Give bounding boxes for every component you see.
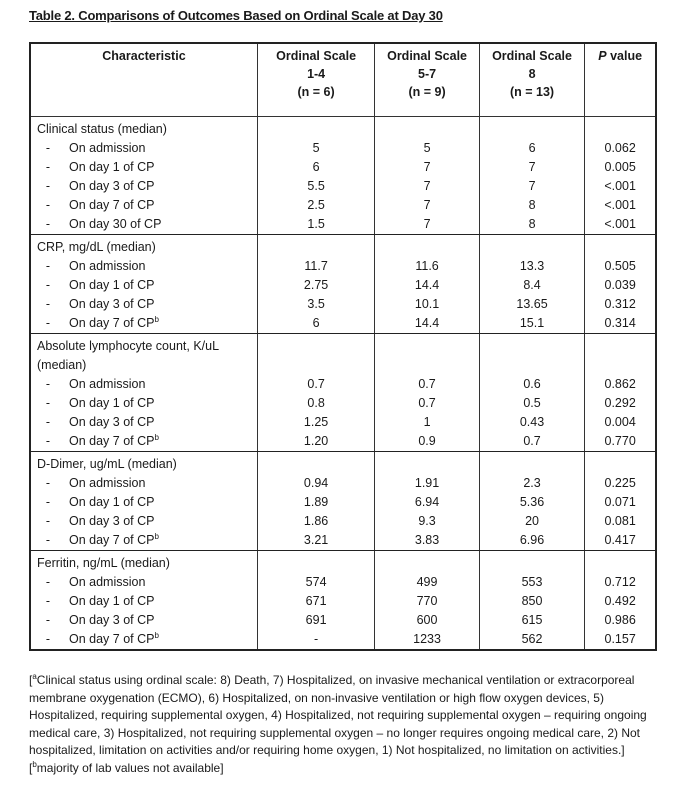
- value-ordinal-8: 15.1: [479, 314, 584, 334]
- row-label-cell: [30, 139, 257, 158]
- row-label-text: On day 7 of CP: [69, 533, 155, 547]
- bullet-dash: -: [45, 141, 51, 155]
- value-ordinal-1-4: -: [257, 630, 374, 650]
- group-header-row: [30, 117, 656, 140]
- row-label-cell: [30, 375, 257, 394]
- row-label-cell: [30, 177, 257, 196]
- bullet-dash: -: [45, 613, 51, 627]
- row-label: [61, 177, 154, 196]
- bullet-dash: -: [45, 316, 51, 330]
- header-p-italic: P: [598, 49, 607, 63]
- row-label-cell: [30, 611, 257, 630]
- value-ordinal-1-4: 0.94: [257, 474, 374, 493]
- bullet-dash: -: [45, 632, 51, 646]
- empty-cell: [479, 235, 584, 258]
- header-line: (n = 13): [509, 85, 555, 99]
- group-label: Clinical status (median): [30, 117, 257, 140]
- value-ordinal-8: 13.3: [479, 257, 584, 276]
- value-ordinal-5-7: 499: [375, 573, 480, 592]
- row-label: [61, 573, 145, 592]
- table-row: [30, 531, 656, 551]
- empty-cell: [375, 452, 480, 475]
- row-label-cell: [30, 592, 257, 611]
- table-row: [30, 177, 656, 196]
- row-label-text: On day 3 of CP: [69, 297, 155, 311]
- empty-cell: [585, 452, 656, 475]
- header-characteristic: [30, 43, 257, 117]
- empty-cell: [585, 117, 656, 140]
- header-line: 8: [528, 67, 536, 81]
- value-ordinal-5-7: 770: [375, 592, 480, 611]
- table-row: [30, 276, 656, 295]
- p-value: 0.986: [585, 611, 656, 630]
- row-label-text: On day 3 of CP: [69, 514, 155, 528]
- bullet-dash: -: [45, 297, 51, 311]
- row-label-cell: [30, 394, 257, 413]
- group-label: Absolute lymphocyte count, K/uL (median): [30, 334, 257, 376]
- table-row: [30, 196, 656, 215]
- row-label: [61, 139, 145, 158]
- value-ordinal-8: 5.36: [479, 493, 584, 512]
- row-label-cell: [30, 196, 257, 215]
- empty-cell: [375, 551, 480, 574]
- value-ordinal-8: 0.7: [479, 432, 584, 452]
- row-label-cell: [30, 257, 257, 276]
- row-label-cell: [30, 432, 257, 452]
- value-ordinal-8: 553: [479, 573, 584, 592]
- p-value: 0.039: [585, 276, 656, 295]
- bullet-dash: -: [45, 396, 51, 410]
- value-ordinal-1-4: 5.5: [257, 177, 374, 196]
- header-line: 1-4: [307, 67, 326, 81]
- row-label-text: On admission: [69, 377, 146, 391]
- value-ordinal-1-4: 574: [257, 573, 374, 592]
- row-label: [61, 432, 159, 451]
- row-label: [61, 314, 159, 333]
- header-line: Ordinal Scale: [276, 49, 357, 63]
- empty-cell: [479, 551, 584, 574]
- row-label-cell: [30, 158, 257, 177]
- empty-cell: [585, 235, 656, 258]
- row-label: [61, 276, 154, 295]
- bullet-dash: -: [45, 495, 51, 509]
- empty-cell: [257, 117, 374, 140]
- p-value: 0.314: [585, 314, 656, 334]
- row-label-text: On day 1 of CP: [69, 396, 155, 410]
- row-label: [61, 474, 145, 493]
- row-label: [61, 196, 154, 215]
- bullet-dash: -: [45, 278, 51, 292]
- row-label-cell: [30, 295, 257, 314]
- header-line: Ordinal Scale: [492, 49, 572, 63]
- footnote-a: [29, 672, 669, 760]
- empty-cell: [479, 117, 584, 140]
- header-line: (n = 9): [408, 85, 446, 99]
- value-ordinal-1-4: 1.89: [257, 493, 374, 512]
- empty-cell: [375, 235, 480, 258]
- p-value: 0.417: [585, 531, 656, 551]
- footnote-a-text: Clinical status using ordinal scale: 8) Death, 7) Hospitalized, on invasive mechanical ventilation or extracorporeal membrane oxygenation (ECMO), 6) Hospitalized, on non-invasive ventilation or high flow oxygen devices, 5) Hospitalized, requiring supplemental oxygen, 4) Hospitalized, not requiring supplemental oxygen – requiring ongoing medical care, 3) Hospitalized, not requiring supplemental oxygen – no longer requires ongoing medical care, 2) Not hospitalized, limitation on activities and/or requiring home oxygen, 1) Not hospitalized, no limitation on activities.]: [29, 673, 647, 757]
- table-row: [30, 474, 656, 493]
- footnote-b-mark: b: [32, 759, 37, 769]
- row-label-cell: [30, 512, 257, 531]
- row-label-cell: [30, 573, 257, 592]
- table-row: [30, 295, 656, 314]
- table-row: [30, 158, 656, 177]
- p-value: 0.862: [585, 375, 656, 394]
- p-value: 0.225: [585, 474, 656, 493]
- row-label-cell: [30, 474, 257, 493]
- value-ordinal-8: 0.6: [479, 375, 584, 394]
- value-ordinal-1-4: 1.5: [257, 215, 374, 235]
- value-ordinal-1-4: 1.86: [257, 512, 374, 531]
- group-header-row: [30, 551, 656, 574]
- bullet-dash: -: [45, 415, 51, 429]
- table-row: [30, 413, 656, 432]
- value-ordinal-8: 0.43: [479, 413, 584, 432]
- group-label: Ferritin, ng/mL (median): [30, 551, 257, 574]
- header-row: [30, 43, 656, 117]
- row-label-text: On day 7 of CP: [69, 198, 155, 212]
- row-label-text: On day 3 of CP: [69, 179, 155, 193]
- footnote-mark: b: [154, 532, 159, 541]
- value-ordinal-5-7: 14.4: [375, 314, 480, 334]
- footnote-b: [29, 760, 669, 778]
- row-label: [61, 592, 154, 611]
- row-label-text: On admission: [69, 141, 146, 155]
- bullet-dash: -: [45, 533, 51, 547]
- row-label-text: On admission: [69, 575, 146, 589]
- row-label: [61, 630, 159, 649]
- value-ordinal-5-7: 3.83: [375, 531, 480, 551]
- value-ordinal-8: 7: [479, 158, 584, 177]
- p-value: <.001: [585, 215, 656, 235]
- empty-cell: [479, 452, 584, 475]
- row-label: [61, 295, 154, 314]
- row-label: [61, 375, 145, 394]
- value-ordinal-5-7: 14.4: [375, 276, 480, 295]
- row-label-text: On admission: [69, 476, 146, 490]
- row-label: [61, 493, 154, 512]
- header-p-value: [585, 43, 656, 117]
- table-row: [30, 257, 656, 276]
- empty-cell: [257, 452, 374, 475]
- bullet-dash: -: [45, 476, 51, 490]
- empty-cell: [479, 334, 584, 376]
- table-row: [30, 592, 656, 611]
- table-row: [30, 573, 656, 592]
- value-ordinal-8: 7: [479, 177, 584, 196]
- bullet-dash: -: [45, 434, 51, 448]
- table-row: [30, 375, 656, 394]
- p-value: 0.157: [585, 630, 656, 650]
- value-ordinal-5-7: 0.9: [375, 432, 480, 452]
- footnote-mark: b: [154, 433, 159, 442]
- header-ordinal-8: [479, 43, 584, 117]
- bullet-dash: -: [45, 594, 51, 608]
- footnote-b-text: majority of lab values not available]: [36, 760, 224, 775]
- row-label: [61, 531, 159, 550]
- value-ordinal-8: 6: [479, 139, 584, 158]
- empty-cell: [375, 334, 480, 376]
- outcomes-table: [29, 42, 657, 651]
- p-value: 0.312: [585, 295, 656, 314]
- table-row: [30, 215, 656, 235]
- value-ordinal-8: 8: [479, 215, 584, 235]
- empty-cell: [585, 334, 656, 376]
- p-value: 0.004: [585, 413, 656, 432]
- row-label-text: On day 1 of CP: [69, 160, 155, 174]
- value-ordinal-1-4: 1.25: [257, 413, 374, 432]
- value-ordinal-5-7: 11.6: [375, 257, 480, 276]
- footnote-mark: b: [154, 631, 159, 640]
- bracket: [: [29, 760, 33, 775]
- bullet-dash: -: [45, 198, 51, 212]
- value-ordinal-8: 850: [479, 592, 584, 611]
- p-value: 0.081: [585, 512, 656, 531]
- value-ordinal-5-7: 5: [375, 139, 480, 158]
- value-ordinal-8: 20: [479, 512, 584, 531]
- row-label-text: On day 7 of CP: [69, 632, 155, 646]
- row-label-text: On day 7 of CP: [69, 434, 155, 448]
- bullet-dash: -: [45, 377, 51, 391]
- header-p-rest: value: [606, 49, 643, 63]
- value-ordinal-1-4: 6: [257, 158, 374, 177]
- bullet-dash: -: [45, 179, 51, 193]
- row-label-cell: [30, 630, 257, 650]
- value-ordinal-5-7: 10.1: [375, 295, 480, 314]
- value-ordinal-1-4: 671: [257, 592, 374, 611]
- value-ordinal-5-7: 0.7: [375, 375, 480, 394]
- table-row: [30, 493, 656, 512]
- empty-cell: [585, 551, 656, 574]
- value-ordinal-5-7: 9.3: [375, 512, 480, 531]
- row-label-cell: [30, 314, 257, 334]
- value-ordinal-1-4: 691: [257, 611, 374, 630]
- row-label: [61, 611, 154, 630]
- row-label: [61, 158, 154, 177]
- bullet-dash: -: [45, 259, 51, 273]
- empty-cell: [257, 551, 374, 574]
- value-ordinal-8: 13.65: [479, 295, 584, 314]
- value-ordinal-8: 562: [479, 630, 584, 650]
- header-ordinal-5-7: [375, 43, 480, 117]
- value-ordinal-8: 8.4: [479, 276, 584, 295]
- row-label-text: On day 3 of CP: [69, 415, 155, 429]
- footnotes: [29, 672, 669, 777]
- table-row: [30, 611, 656, 630]
- table-row: [30, 139, 656, 158]
- value-ordinal-5-7: 1: [375, 413, 480, 432]
- value-ordinal-1-4: 2.5: [257, 196, 374, 215]
- value-ordinal-1-4: 11.7: [257, 257, 374, 276]
- bullet-dash: -: [45, 160, 51, 174]
- bullet-dash: -: [45, 514, 51, 528]
- row-label: [61, 413, 154, 432]
- row-label-text: On day 30 of CP: [69, 217, 162, 231]
- row-label-cell: [30, 215, 257, 235]
- footnote-mark: b: [154, 315, 159, 324]
- table-row: [30, 314, 656, 334]
- bullet-dash: -: [45, 575, 51, 589]
- p-value: 0.505: [585, 257, 656, 276]
- value-ordinal-5-7: 7: [375, 196, 480, 215]
- value-ordinal-8: 8: [479, 196, 584, 215]
- value-ordinal-5-7: 7: [375, 158, 480, 177]
- row-label-cell: [30, 276, 257, 295]
- header-ordinal-1-4: [257, 43, 374, 117]
- row-label: [61, 215, 161, 234]
- row-label-text: On day 1 of CP: [69, 594, 155, 608]
- value-ordinal-5-7: 1233: [375, 630, 480, 650]
- value-ordinal-5-7: 7: [375, 177, 480, 196]
- row-label-text: On day 3 of CP: [69, 613, 155, 627]
- value-ordinal-1-4: 6: [257, 314, 374, 334]
- bullet-dash: -: [45, 217, 51, 231]
- p-value: 0.062: [585, 139, 656, 158]
- value-ordinal-1-4: 0.8: [257, 394, 374, 413]
- p-value: 0.770: [585, 432, 656, 452]
- empty-cell: [375, 117, 480, 140]
- p-value: 0.292: [585, 394, 656, 413]
- row-label: [61, 394, 154, 413]
- value-ordinal-1-4: 3.21: [257, 531, 374, 551]
- header-line: (n = 6): [297, 85, 335, 99]
- row-label-text: On day 1 of CP: [69, 278, 155, 292]
- empty-cell: [257, 334, 374, 376]
- group-header-row: [30, 452, 656, 475]
- group-label: D-Dimer, ug/mL (median): [30, 452, 257, 475]
- value-ordinal-5-7: 600: [375, 611, 480, 630]
- value-ordinal-1-4: 1.20: [257, 432, 374, 452]
- value-ordinal-8: 6.96: [479, 531, 584, 551]
- empty-cell: [257, 235, 374, 258]
- table-body: [30, 117, 656, 651]
- value-ordinal-5-7: 6.94: [375, 493, 480, 512]
- footnote-a-mark: a: [32, 672, 37, 681]
- row-label-cell: [30, 493, 257, 512]
- row-label: [61, 512, 154, 531]
- value-ordinal-1-4: 3.5: [257, 295, 374, 314]
- table-row: [30, 630, 656, 650]
- value-ordinal-1-4: 0.7: [257, 375, 374, 394]
- value-ordinal-5-7: 0.7: [375, 394, 480, 413]
- table-title: Table 2. Comparisons of Outcomes Based on Ordinal Scale at Day 30: [29, 8, 443, 23]
- group-header-row: [30, 235, 656, 258]
- row-label: [61, 257, 145, 276]
- row-label-cell: [30, 413, 257, 432]
- value-ordinal-8: 2.3: [479, 474, 584, 493]
- p-value: 0.712: [585, 573, 656, 592]
- value-ordinal-1-4: 5: [257, 139, 374, 158]
- header-line: 5-7: [418, 67, 437, 81]
- table-row: [30, 512, 656, 531]
- table-row: [30, 394, 656, 413]
- row-label-cell: [30, 531, 257, 551]
- p-value: <.001: [585, 177, 656, 196]
- group-header-row: [30, 334, 656, 376]
- row-label-text: On day 7 of CP: [69, 316, 155, 330]
- value-ordinal-5-7: 1.91: [375, 474, 480, 493]
- header-characteristic-label: Characteristic: [102, 49, 186, 63]
- p-value: <.001: [585, 196, 656, 215]
- value-ordinal-5-7: 7: [375, 215, 480, 235]
- value-ordinal-8: 615: [479, 611, 584, 630]
- header-line: Ordinal Scale: [387, 49, 467, 63]
- bracket: [: [29, 673, 33, 687]
- row-label-text: On day 1 of CP: [69, 495, 155, 509]
- p-value: 0.005: [585, 158, 656, 177]
- row-label-text: On admission: [69, 259, 146, 273]
- value-ordinal-1-4: 2.75: [257, 276, 374, 295]
- table-row: [30, 432, 656, 452]
- value-ordinal-8: 0.5: [479, 394, 584, 413]
- p-value: 0.492: [585, 592, 656, 611]
- group-label: CRP, mg/dL (median): [30, 235, 257, 258]
- p-value: 0.071: [585, 493, 656, 512]
